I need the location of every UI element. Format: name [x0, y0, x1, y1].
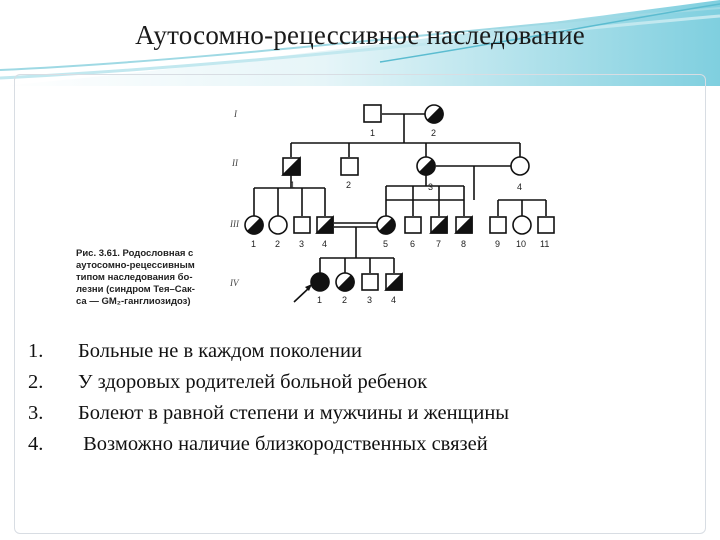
gen3-num-3: 3: [299, 239, 305, 249]
gen3-num-10: 10: [516, 239, 527, 249]
gen3-num-5: 5: [383, 239, 389, 249]
gen4-num-2: 2: [342, 295, 348, 305]
gen-label-3: III: [230, 219, 239, 229]
gen4-num-4: 4: [391, 295, 397, 305]
gen-label-1: I: [234, 109, 237, 119]
gen4-num-1: 1: [317, 295, 323, 305]
gen3-num-2: 2: [275, 239, 281, 249]
list-text: Болеют в равной степени и мужчины и женщины: [78, 402, 510, 424]
slide-title: Аутосомно-рецессивное наследование: [135, 20, 585, 50]
list-number: 4.: [28, 433, 44, 455]
list-item: [28, 429, 509, 460]
caption-line: типом наследования бо-: [76, 272, 193, 283]
list-text: Возможно наличие близкородственных связей: [78, 433, 488, 455]
gen1-num-1: 1: [370, 128, 376, 138]
gen2-num-1: 1: [290, 180, 296, 190]
gen3-num-4: 4: [322, 239, 328, 249]
caption-line: лезни (синдром Тея–Сак-: [76, 284, 195, 295]
list-item: [28, 336, 509, 367]
gen3-num-1: 1: [251, 239, 257, 249]
caption-line: са — GM₂-ганглиозидоз): [76, 296, 191, 307]
gen4-num-3: 3: [367, 295, 373, 305]
list-number: 1.: [28, 340, 44, 362]
gen2-num-4: 4: [517, 182, 523, 192]
list-item: [28, 398, 509, 429]
gen3-num-6: 6: [410, 239, 416, 249]
gen1-num-2: 2: [431, 128, 437, 138]
points-list: [28, 336, 509, 460]
caption-line: аутосомно-рецессивным: [76, 260, 195, 271]
gen3-num-9: 9: [495, 239, 501, 249]
gen3-num-8: 8: [461, 239, 467, 249]
gen-label-4: IV: [230, 278, 239, 288]
list-number: 3.: [28, 402, 44, 424]
gen3-num-7: 7: [436, 239, 442, 249]
list-number: 2.: [28, 371, 44, 393]
list-item: [28, 367, 509, 398]
caption-line: Рис. 3.61. Родословная с: [76, 248, 194, 259]
list-text: У здоровых родителей больной ребенок: [78, 371, 428, 393]
figure-caption: [76, 248, 226, 308]
gen-label-2: II: [232, 158, 238, 168]
list-text: Больные не в каждом поколении: [78, 340, 362, 362]
gen2-num-3: 3: [428, 182, 434, 192]
gen3-num-11: 11: [540, 239, 550, 249]
gen2-num-2: 2: [346, 180, 352, 190]
